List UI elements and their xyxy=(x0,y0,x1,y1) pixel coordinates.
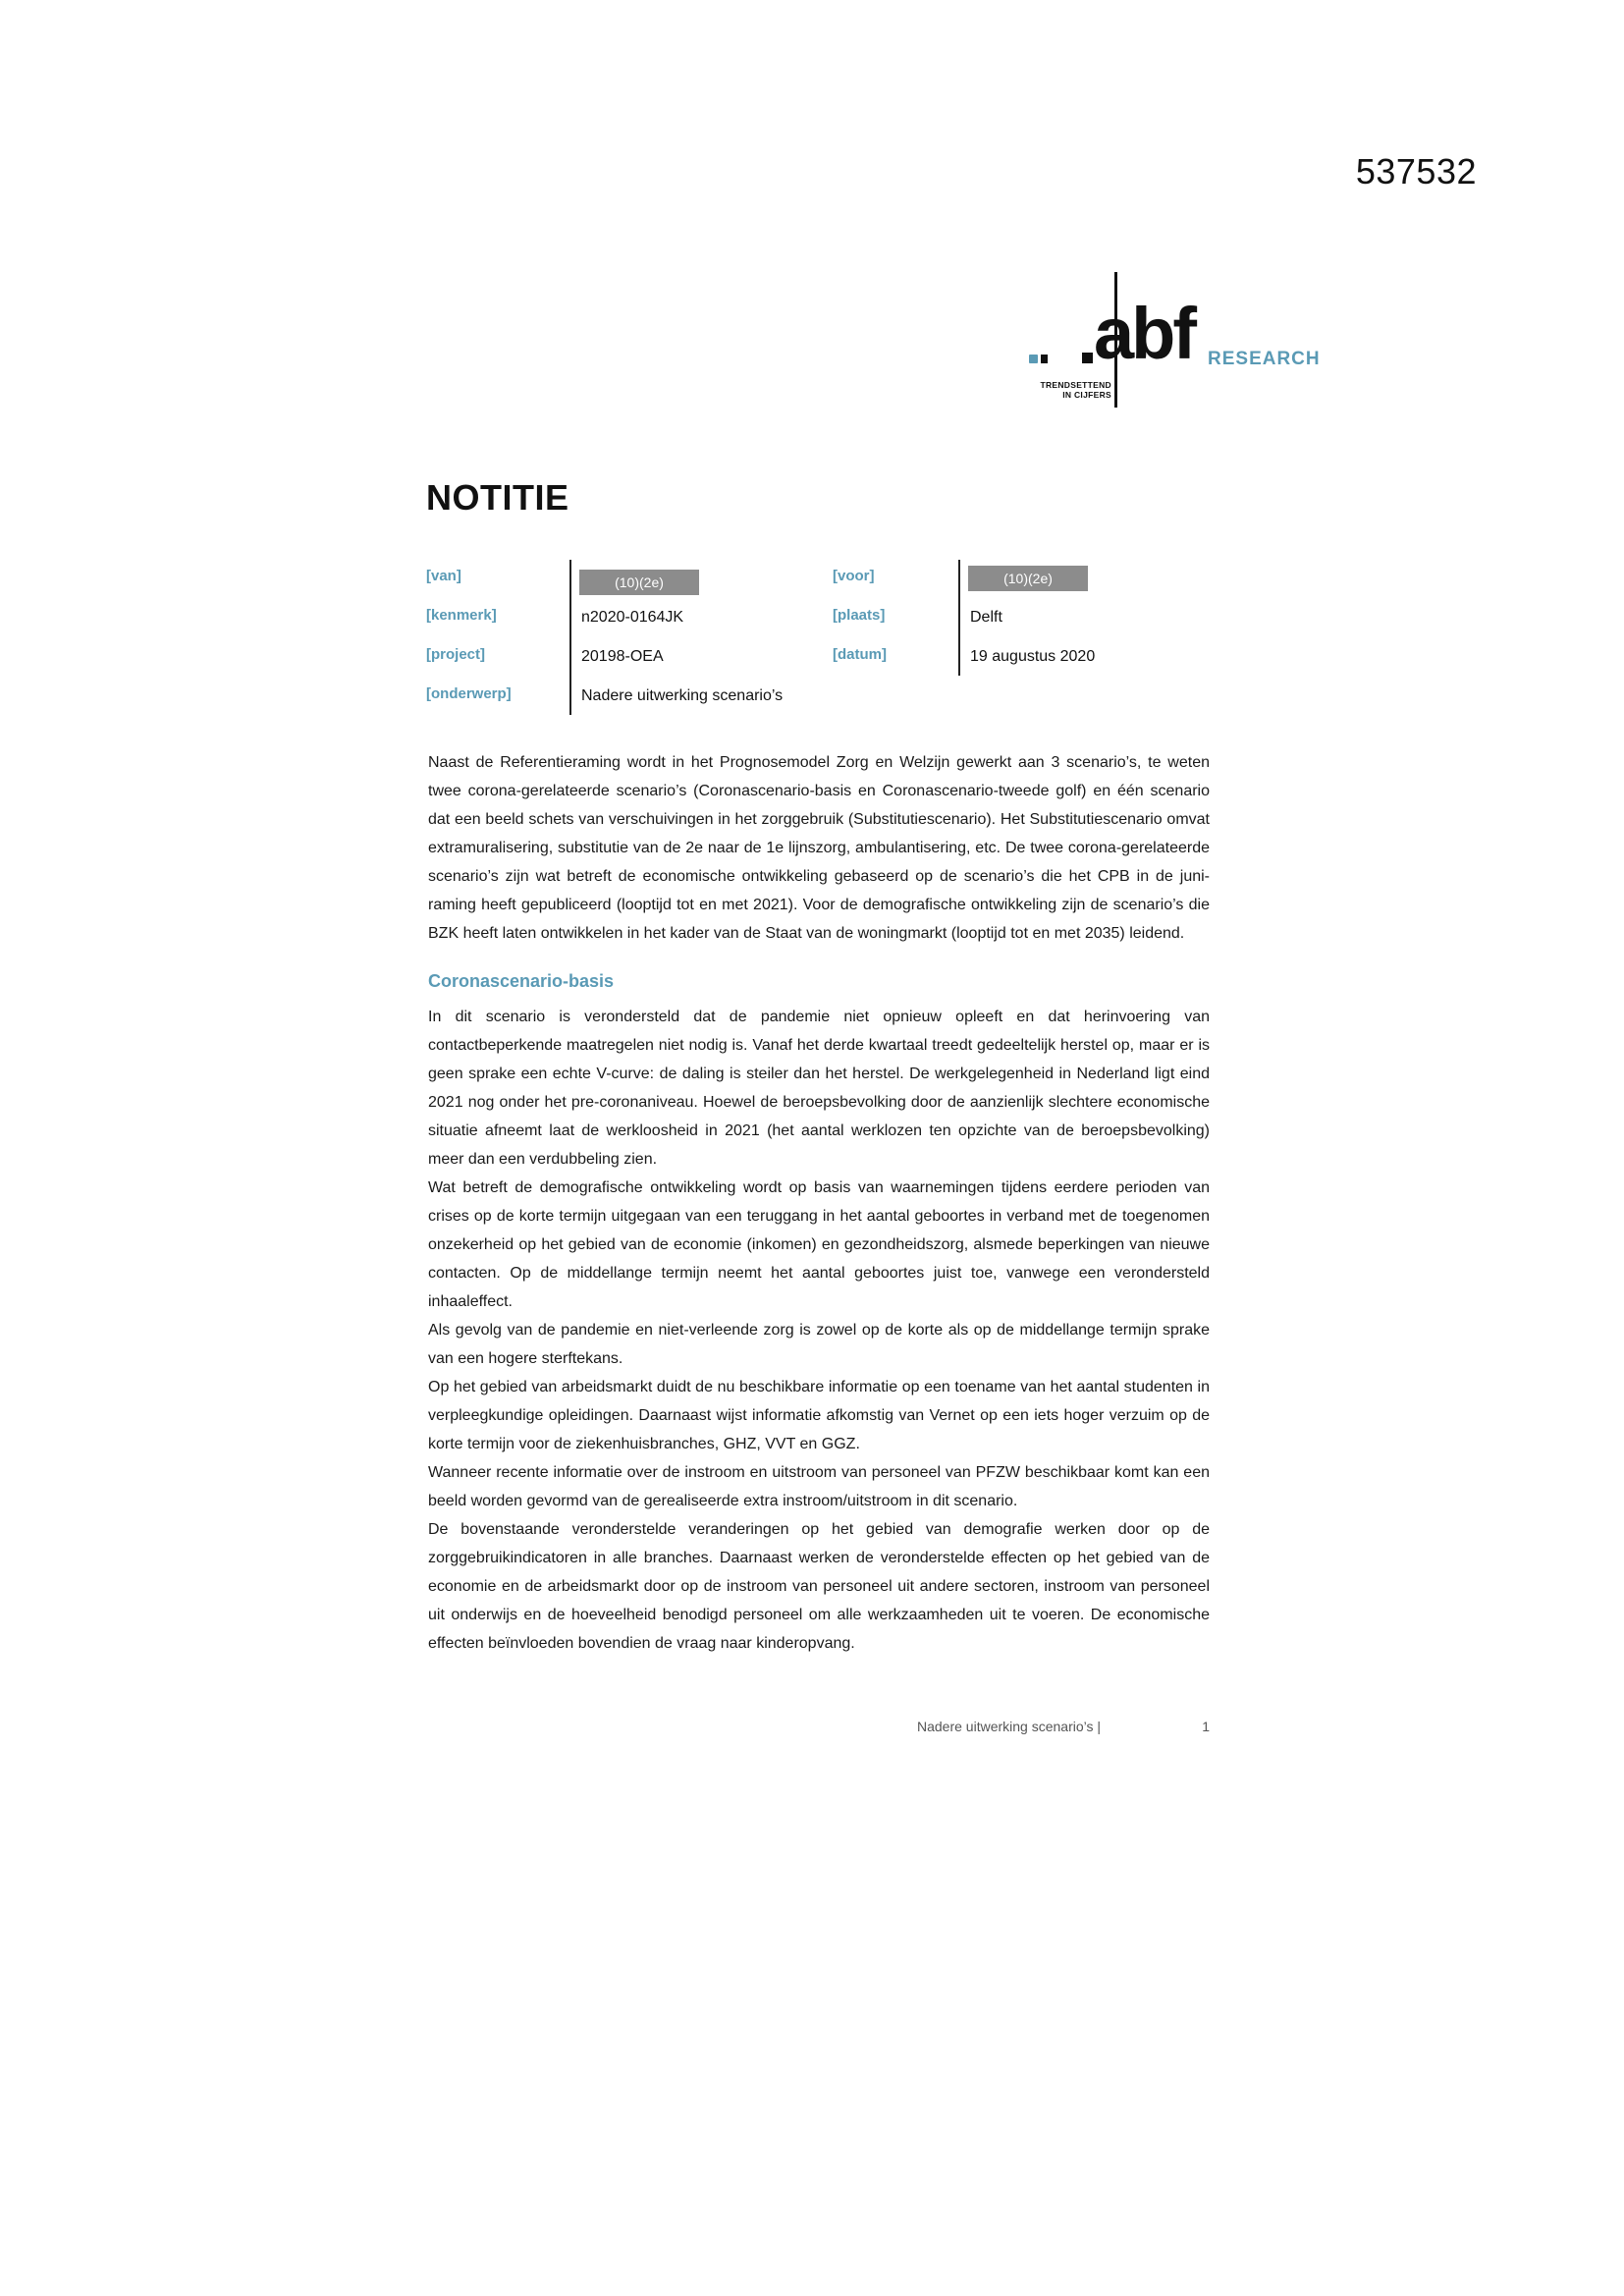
logo-dot-square xyxy=(1082,353,1093,363)
logo-tagline xyxy=(1029,380,1111,400)
meta-voor-label: [voor] xyxy=(833,568,875,584)
meta-project-label: [project] xyxy=(426,646,485,663)
document-body xyxy=(428,748,1210,1658)
meta-van-redacted: (10)(2e) xyxy=(579,570,699,595)
logo-wordmark: abf xyxy=(1094,293,1194,374)
meta-onderwerp-label: [onderwerp] xyxy=(426,685,512,702)
logo-dot-black xyxy=(1041,355,1048,363)
meta-datum-label: [datum] xyxy=(833,646,887,663)
footer-title: Nadere uitwerking scenario’s | xyxy=(917,1719,1102,1734)
abf-research-logo xyxy=(1021,270,1321,412)
meta-divider-left xyxy=(569,560,571,715)
paragraph: Als gevolg van de pandemie en niet-verleende zorg is zowel op de korte als op de middellange termijn sprake van een hogere sterftekans. xyxy=(428,1322,1210,1367)
meta-datum-value: 19 augustus 2020 xyxy=(970,648,1096,665)
logo-tagline-1: TRENDSETTEND xyxy=(1040,380,1111,390)
page-number: 1 xyxy=(1202,1719,1210,1734)
meta-plaats-label: [plaats] xyxy=(833,607,886,624)
meta-divider-right xyxy=(958,560,960,676)
logo-dot-blue xyxy=(1029,355,1038,363)
meta-voor-redacted: (10)(2e) xyxy=(968,566,1088,591)
intro-paragraph: Naast de Referentieraming wordt in het Prognosemodel Zorg en Welzijn gewerkt aan 3 scenario’s, te weten twee corona-gerelateerde scenario’s (Coronascenario-basis en Coronascenario-tweede golf) en één scenario dat een beeld schets van verschuivingen in het zorggebruik (Substitutiescenario). Het Substitutiescenario omvat extramuralisering, substitutie van de 2e naar de 1e lijnszorg, ambulantisering, etc. De twee corona-gerelateerde scenario’s zijn wat betreft de economische ontwikkeling gebaseerd op de scenario’s die het CPB in de juni-raming heeft gepubliceerd (looptijd tot en met 2021). Voor de demografische ontwikkeling zijn de scenario’s die BZK heeft laten ontwikkelen in het kader van de Staat van de woningmarkt (looptijd tot en met 2035) leidend. xyxy=(428,754,1210,942)
meta-onderwerp-value: Nadere uitwerking scenario’s xyxy=(581,687,784,704)
meta-project-value: 20198-OEA xyxy=(581,648,664,665)
paragraph: De bovenstaande veronderstelde veranderingen op het gebied van demografie werken door op de zorggebruikindicatoren in alle branches. Daarnaast werken de veronderstelde effecten op het gebied van de economie en de arbeidsmarkt door op de instroom van personeel uit andere sectoren, instroom van personeel uit onderwijs en de hoeveelheid benodigd personeel om alle werkzaamheden uit te voeren. De economische effecten beïnvloeden bovendien de vraag naar kinderopvang. xyxy=(428,1521,1210,1652)
logo-research: RESEARCH xyxy=(1208,349,1321,369)
section-heading: Coronascenario-basis xyxy=(428,971,615,991)
paragraph: Wat betreft de demografische ontwikkeling wordt op basis van waarnemingen tijdens eerdere perioden van crises op de korte termijn uitgegaan van een teruggang in het aantal geboortes in verband met de toegenomen onzekerheid op het gebied van de economie (inkomen) en gezondheidszorg, alsmede beperkingen van nieuwe contacten. Op de middellange termijn neemt het aantal geboortes juist toe, vanwege een verondersteld inhaaleffect. xyxy=(428,1179,1210,1310)
meta-block xyxy=(426,556,1231,713)
paragraph: Wanneer recente informatie over de instroom en uitstroom van personeel van PFZW beschikbaar komt kan een beeld worden gevormd van de gerealiseerde extra instroom/uitstroom in dit scenario. xyxy=(428,1464,1210,1509)
meta-kenmerk-value: n2020-0164JK xyxy=(581,609,684,626)
paragraph: In dit scenario is verondersteld dat de pandemie niet opnieuw opleeft en dat herinvoering van contactbeperkende maatregelen niet nodig is. Vanaf het derde kwartaal treedt gedeeltelijk herstel op, maar er is geen sprake een echte V-curve: de daling is steiler dan het herstel. De werkgelegenheid in Nederland ligt eind 2021 nog onder het pre-coronaniveau. Hoewel de beroepsbevolking door de aanzienlijk slechtere economische situatie afneemt laat de werkloosheid in 2021 (het aantal werklozen ten opzichte van de beroepsbevolking) meer dan een verdubbeling zien. xyxy=(428,1009,1210,1168)
meta-plaats-value: Delft xyxy=(970,609,1002,626)
logo-tagline-2: IN CIJFERS xyxy=(1062,390,1111,401)
document-number: 537532 xyxy=(1355,151,1477,191)
meta-van-label: [van] xyxy=(426,568,461,584)
page-title: NOTITIE xyxy=(426,477,569,518)
paragraph: Op het gebied van arbeidsmarkt duidt de nu beschikbare informatie op een toename van het aantal studenten in verpleegkundige opleidingen. Daarnaast wijst informatie afkomstig van Vernet op een iets hoger verzuim op de korte termijn voor de ziekenhuisbranches, GHZ, VVT en GGZ. xyxy=(428,1379,1210,1452)
meta-kenmerk-label: [kenmerk] xyxy=(426,607,497,624)
